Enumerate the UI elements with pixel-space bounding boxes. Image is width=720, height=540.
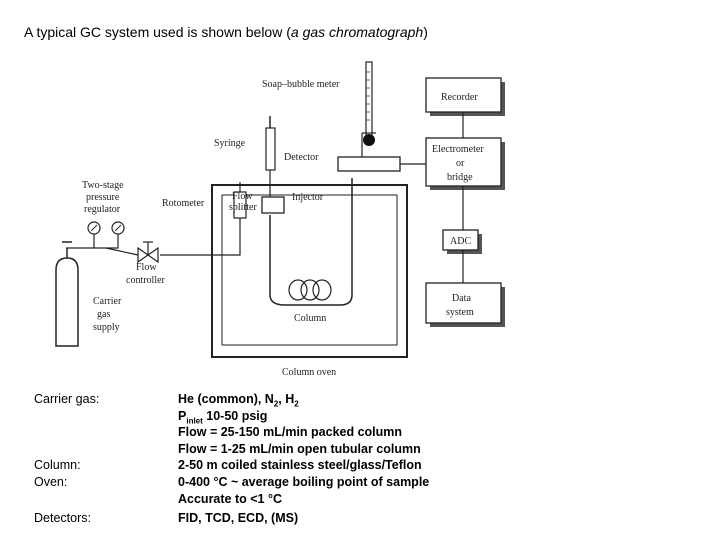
label-carrier-gas-2: gas <box>97 309 111 320</box>
spec-accuracy: Accurate to <1 °C <box>178 492 282 506</box>
label-carrier-gas-3: supply <box>93 322 120 333</box>
label-detector: Detector <box>284 152 319 163</box>
spec-pressure: $P_{inlet}$ 10-50 psig <box>178 409 268 426</box>
soap-bubble-meter <box>366 62 372 140</box>
label-two-stage-2: pressure <box>86 192 120 203</box>
label-electrometer-3: bridge <box>447 172 473 183</box>
column-loops <box>289 280 331 300</box>
label-injector: Injector <box>292 192 324 203</box>
spec-carrier-gas: He (common), $N_2$, $H_2$ <box>178 392 299 409</box>
spec-flow-open: Flow = 1-25 mL/min open tubular column <box>178 442 421 456</box>
detector-block <box>338 157 400 171</box>
spec-detectors: FID, TCD, ECD, (MS) <box>178 511 299 525</box>
label-soap-bubble-meter: Soap–bubble meter <box>262 79 340 90</box>
label-data-system-1: Data <box>452 293 471 304</box>
injector-block <box>262 197 284 213</box>
label-recorder: Recorder <box>441 92 478 103</box>
label-column-oven: Column oven <box>282 367 337 378</box>
label-flow-controller-1: Flow <box>136 262 157 273</box>
spec-label-column: Column: <box>34 458 81 472</box>
soap-bubble-bulb <box>363 134 375 146</box>
label-flow-splitter-2: splitter <box>229 202 257 213</box>
spec-oven: 0-400 °C ~ average boiling point of sample <box>178 475 430 489</box>
spec-column: 2-50 m coiled stainless steel/glass/Teflon <box>178 458 422 472</box>
spec-label-detectors: Detectors: <box>34 511 91 525</box>
label-rotometer: Rotometer <box>162 198 205 209</box>
spec-label-carrier-gas: Carrier gas: <box>34 392 100 406</box>
label-adc: ADC <box>450 236 472 247</box>
label-flow-splitter-1: Flow <box>232 191 253 202</box>
slide-title-italic: a gas chromatograph <box>290 24 424 40</box>
label-column: Column <box>294 313 327 324</box>
label-syringe: Syringe <box>214 138 246 149</box>
gas-cylinder <box>56 258 78 346</box>
syringe <box>266 128 275 170</box>
label-flow-controller-2: controller <box>126 275 165 286</box>
slide-title-suffix: ) <box>423 24 428 40</box>
spec-label-oven: Oven: <box>34 475 68 489</box>
label-electrometer-1: Electrometer <box>432 144 484 155</box>
spec-flow-packed: Flow = 25-150 mL/min packed column <box>178 425 403 439</box>
label-electrometer-2: or <box>456 158 465 169</box>
label-carrier-gas-1: Carrier <box>93 296 122 307</box>
flow-controller-valve <box>138 242 158 262</box>
label-data-system-2: system <box>446 307 474 318</box>
label-two-stage-3: regulator <box>84 204 121 215</box>
flow-splitter-line <box>160 210 240 255</box>
slide-title-prefix: A typical GC system used is shown below ( <box>24 24 291 40</box>
label-two-stage-1: Two-stage <box>82 180 124 191</box>
